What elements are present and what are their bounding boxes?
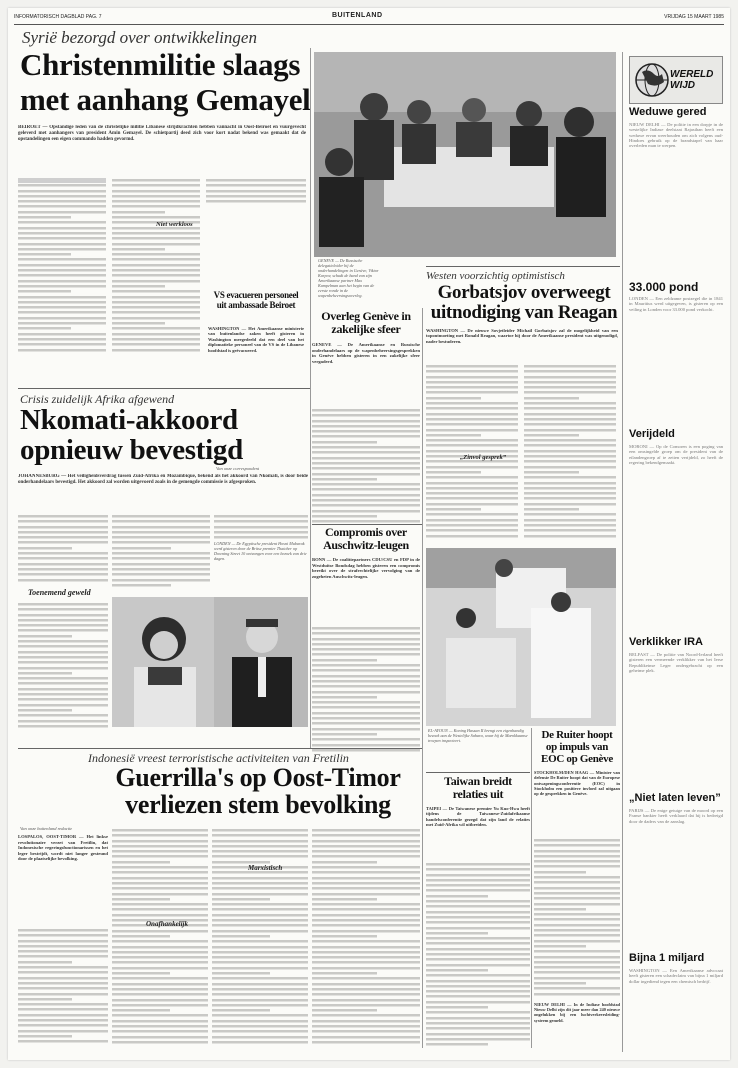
text-line — [212, 1040, 308, 1045]
lead-body-col-1 — [18, 178, 106, 353]
deruiter-headline-2: op impuls van — [545, 741, 609, 753]
compromis-headline-1: Compromis over — [325, 525, 407, 539]
text-line — [214, 535, 308, 540]
sidebar-item-title-3: Verklikker IRA — [629, 636, 703, 648]
sidebar-item-text-4: PARIJS — De enige getuige van de moord op een Franse bankier heeft verklaard dat hij is bedreigd door de daders van de aanslag. — [629, 808, 723, 824]
deruiter-intro: STOCKHOLM/DEN HAAG — Minister van defensie De Ruiter hoopt dat van de Europese ontwapeningsconferentie (EOC) in Stockholm een positieve invloed zal uitgaan op de gesprekken in Genève. — [534, 770, 620, 797]
gorbatsjov-subhead: „Zinvol gesprek” — [460, 454, 507, 461]
guerrilla-body-col-4 — [312, 828, 420, 1048]
sidebar-item-text-0: NIEUW DELHI — De politie in een dorpje in de westelijke Indiase deelstaat Rajasthan heeft een weduwe ervan weerhouden om zich volgens oud-Hindoes gebruik op de brandstapel van haar overleden man te werpen. — [629, 122, 723, 149]
guerrilla-body-col-3 — [212, 828, 308, 1048]
text-line — [18, 578, 108, 583]
gorbatsjov-kicker: Westen voorzichtig optimistisch — [426, 270, 565, 282]
nkomati-body-col-1 — [18, 514, 108, 586]
gorbatsjov-intro: WASHINGTON — De nieuwe Sovjetleider Michail Gorbatsjov zal de mogelijkheid van een topontmoeting met Ronald Reagan, waartoe hij door de Amerikaanse president was uitgenodigd, nader bestuderen. — [426, 328, 618, 344]
lead-subhead-2-intro: WASHINGTON — Het Amerikaanse ministerie van buitenlandse zaken heeft gisteren in Washington meegedeeld dat een deel van het diplomatieke personeel van de VS in de Libanese hoofdstad is geëvacueerd. — [208, 326, 304, 353]
compromis-headline-2: Auschwitz-leugen — [323, 538, 409, 552]
taiwan-intro: TAIPEI — De Taiwanese premier Yu Kuo-Hwa heeft tijdens de Taiwanese-Zuidafrikaanse handelsconferentie gezegd dat zijn land de relaties met Zuid-Afrika wil uitbreiden. — [426, 806, 530, 828]
nkomati-body-col-2 — [112, 514, 210, 592]
london-caption: LONDEN — De Egyptische president Hosni Mubarak werd gisteren door de Britse premier Thatcher op Downing Street 10 ontvangen voor een bezoek van drie dagen. — [214, 541, 307, 561]
deruiter-note: NIEUW DELHI — In de Indiase hoofdstad Nieuw Delhi zijn dit jaar meer dan 240 nieuwe ongelukken bij een luchtverkeersleiding-systeem gemeld. — [534, 1002, 620, 1023]
text-line — [426, 1042, 488, 1047]
deruiter-headline-1: De Ruiter hoopt — [541, 729, 613, 741]
sidebar-item-text-1: LONDEN — Een zeldzame postzegel die in 1841 in Mauritius werd uitgegeven, is gisteren op een veiling in Londen voor 33.000 pond verkocht. — [629, 296, 723, 312]
compromis-intro: BONN — De coalitiepartners CDU/CSU en FDP in de Westduitse Bondsdag hebben gisteren een compromis bereikt over de strafrechtelijke vervolging van de zogeheten Auschwitz-leugen. — [312, 557, 420, 579]
lead-subhead-1: Niet werkloos — [156, 221, 193, 228]
divider-taiwan — [426, 772, 530, 773]
nkomati-headline-2: opnieuw bevestigd — [20, 434, 243, 466]
text-line — [18, 1039, 108, 1044]
newspaper-page — [8, 8, 730, 1060]
sidebar-item-text-2: MORONI — Op de Comoren is een poging van een omsingelde groep om de president van de eilandengroep af te zetten verijdeld, zo heeft de regering bekendgemaakt. — [629, 444, 723, 465]
text-line — [426, 534, 518, 539]
sidebar-item-title-2: Verijdeld — [629, 428, 675, 440]
header-date: VRIJDAG 15 MAART 1985 — [664, 14, 724, 20]
gorbatsjov-headline-2: uitnodiging van Reagan — [430, 302, 618, 323]
nkomati-kicker: Crisis zuidelijk Afrika afgewend — [20, 392, 175, 406]
guerrilla-byline: Van onze buitenland redactie — [20, 826, 73, 831]
geneva-photo-image — [314, 52, 616, 257]
lead-kicker: Syrië bezorgd over ontwikkelingen — [22, 28, 257, 47]
guerrilla-body-col-1 — [18, 928, 108, 1048]
deruiter-body — [534, 838, 620, 998]
nkomati-headline-1: Nkomati-akkoord — [20, 404, 238, 436]
london-photo-left — [112, 597, 214, 727]
header-paper-name: INFORMATORISCH DAGBLAD PAG. 7 — [14, 14, 102, 20]
sidebar-item-text-5: WASHINGTON — Een Amerikaanse advocaat heeft gisteren een schadeclaim van bijna 1 miljard dollar ingediend tegen een chemisch bedrijf. — [629, 968, 723, 984]
sidebar-logo — [629, 56, 723, 104]
taiwan-headline-2: relaties uit — [452, 787, 504, 801]
text-line — [206, 199, 306, 204]
deruiter-headline-3: EOC op Genève — [541, 753, 613, 765]
page-header — [14, 10, 724, 25]
compromis-body — [312, 626, 420, 756]
text-line — [534, 992, 620, 997]
lead-headline-1: Christenmilitie slaags — [20, 47, 301, 82]
divider-nkomati — [18, 388, 310, 389]
geneva-caption: GENEVE — De Russische delegatieleider bij de onderhandelingen in Genève, Viktor Karpov, schudt de hand van zijn Amerikaanse partner Max Kampelman aan het begin van de eerste ronde in de wapenbeheersingsoverleg. — [318, 258, 379, 298]
text-line — [112, 348, 200, 353]
column-rule-3 — [531, 728, 532, 1048]
overleg-body — [312, 408, 420, 526]
london-photo-right — [214, 597, 308, 727]
text-line — [312, 1040, 420, 1045]
sidebar-item-title-4: „Niet laten leven” — [629, 792, 721, 804]
lead-headline-2: met aanhang Gemayel — [20, 82, 311, 117]
taiwan-body — [426, 862, 530, 1048]
nkomati-intro: JOHANNESBURG — Het veiligheidsverdrag tussen Zuid-Afrika en Mozambique, bekend als het akkoord van Nkomati, is door beide onderhandelaars bevestigd. Het akkoord zal worden uitgevoerd zoals in de gemengde commissie is afgesproken. — [18, 474, 308, 485]
sidebar-item-title-5: Bijna 1 miljard — [629, 952, 705, 964]
sidebar-item-title-1: 33.000 pond — [629, 280, 699, 294]
header-section: BUITENLAND — [332, 12, 383, 19]
sidebar-item-title-0: Weduwe gered — [629, 106, 707, 118]
sidebar-logo-text: WERELD WIJD — [670, 69, 714, 91]
gorbatsjov-body-col-2 — [524, 364, 616, 544]
sidebar — [622, 52, 727, 1052]
divider-guerrilla — [18, 748, 422, 749]
lead-body-col-3 — [206, 178, 306, 208]
guerrilla-kicker: Indonesië vreest terroristische activiteiten van Fretilin — [88, 751, 349, 765]
nkomati-body-col-1b — [18, 602, 108, 732]
lead-subhead-2: VS evacueren personeel uit ambassade Beiroet — [213, 290, 299, 310]
nkomati-body-col-3 — [214, 514, 308, 542]
guerrilla-subhead-2: Onafhankelijk — [146, 920, 189, 928]
guerrilla-body-col-2 — [112, 828, 208, 1048]
gorbatsjov-headline-1: Gorbatsjov overweegt — [437, 282, 611, 303]
elayoun-caption: EL-AYOUN — Koning Hassan II brengt een eigenhandig bezoek aan de Westelijke Sahara, waar hij de Marokkaanse troepen inspecteert. — [428, 728, 528, 743]
text-line — [112, 1040, 208, 1045]
nkomati-byline: Van onze correspondent — [216, 466, 260, 471]
globe-icon — [634, 62, 670, 98]
lead-intro: BEIROET — Opstandige leden van de christelijke militie Libanese strijdkrachten hebben vannacht in Oost-Beiroet en vuurgevecht geleverd met aanhangers van president Amin Gemayel. De schietpartij deed zich voor kort nadat bekend was gemaakt dat de opstandelingen een eigen commando hadden gevormd. — [18, 125, 306, 142]
divider-compromis — [312, 524, 422, 525]
guerrilla-intro: LOSPALOS, OOST-TIMOR — Het linkse revolutionaire verzet van Fretilin, dat Indonesische regeringsfunctionarissen en het leger bestrijdt, wordt niet langer gesteund door de plaatselijke bevolking. — [18, 834, 108, 861]
london-photo-right-image — [214, 597, 308, 727]
guerrilla-headline-1: Guerrilla's op Oost-Timor — [115, 763, 401, 792]
column-rule-2 — [422, 308, 423, 1048]
elayoun-photo — [426, 548, 616, 726]
divider-gorbatsjov — [426, 266, 620, 267]
text-line — [18, 724, 108, 729]
column-rule-1 — [310, 48, 311, 748]
london-photo-left-image — [112, 597, 214, 727]
text-line — [112, 583, 171, 588]
guerrilla-headline-2: verliezen stem bevolking — [125, 790, 391, 819]
text-line — [524, 534, 616, 539]
taiwan-headline-1: Taiwan breidt — [444, 774, 512, 788]
guerrilla-subhead-1: Marxistisch — [248, 864, 283, 872]
nkomati-subhead: Toenemend geweld — [28, 588, 91, 597]
sidebar-item-text-3: BELFAST — De politie van Noord-Ierland heeft gisteren een vermeende verklikker van het Ierse Republikeinse Leger ondergebracht op een geheime plek. — [629, 652, 723, 673]
overleg-intro: GENEVE — De Amerikaanse en Russische onderhandelaars op de wapenbeheersingsgesprekken in Genève hebben gisteren in een zakelijke sfeer vergaderd. — [312, 342, 420, 364]
overleg-headline: Overleg Genève in zakelijke sfeer — [321, 309, 411, 336]
geneva-photo — [314, 52, 616, 257]
elayoun-photo-image — [426, 548, 616, 726]
lead-body-col-2 — [112, 178, 200, 353]
